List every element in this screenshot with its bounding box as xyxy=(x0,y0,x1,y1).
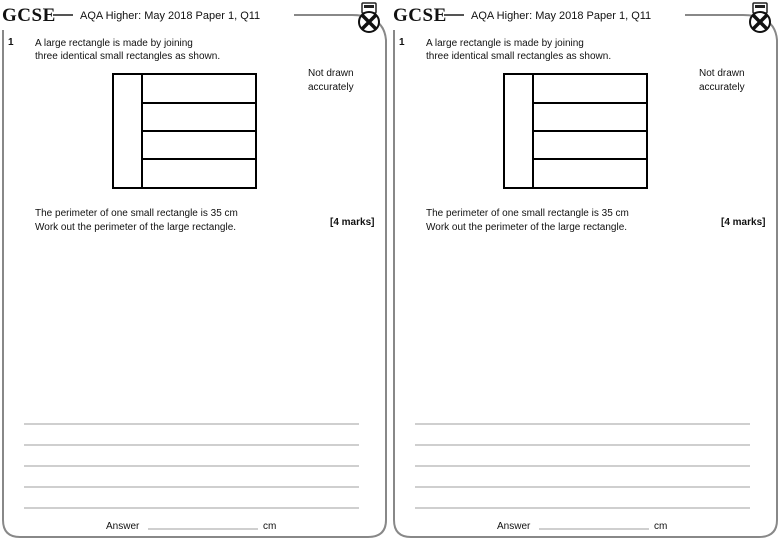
question-number: 1 xyxy=(399,37,405,48)
note-line-1: Not drawn xyxy=(308,68,354,79)
working-line[interactable] xyxy=(24,486,359,488)
answer-label: Answer xyxy=(106,521,140,532)
question-body xyxy=(426,207,686,235)
header-title: AQA Higher: May 2018 Paper 1, Q11 xyxy=(471,10,652,22)
note-line-1: Not drawn xyxy=(699,68,745,79)
question-text xyxy=(35,37,275,63)
rectangle-diagram xyxy=(112,73,258,191)
working-line[interactable] xyxy=(415,507,750,509)
working-line[interactable] xyxy=(415,486,750,488)
rectangle-diagram xyxy=(503,73,649,191)
answer-unit: cm xyxy=(263,521,277,532)
question-number: 1 xyxy=(8,37,14,48)
working-line[interactable] xyxy=(24,423,359,425)
question-line-2: three identical small rectangles as shown. xyxy=(35,51,221,62)
working-line[interactable] xyxy=(415,465,750,467)
question-text xyxy=(426,37,666,63)
question-line-2: three identical small rectangles as shown. xyxy=(426,51,612,62)
body-line-2: Work out the perimeter of the large rectangle. xyxy=(35,222,237,233)
calculator-not-allowed-icon xyxy=(356,2,384,34)
brand-logo: GCSE xyxy=(393,5,447,26)
answer-input-line[interactable] xyxy=(539,528,649,530)
working-line[interactable] xyxy=(24,507,359,509)
working-line[interactable] xyxy=(24,465,359,467)
marks-label: [4 marks] xyxy=(330,217,375,228)
marks-label: [4 marks] xyxy=(721,217,766,228)
question-body xyxy=(35,207,295,235)
answer-input-line[interactable] xyxy=(148,528,258,530)
note-line-2: accurately xyxy=(699,82,745,93)
brand-logo: GCSE xyxy=(2,5,56,26)
answer-label: Answer xyxy=(497,521,531,532)
note-line-2: accurately xyxy=(308,82,354,93)
body-line-2: Work out the perimeter of the large rectangle. xyxy=(426,222,628,233)
body-line-1: The perimeter of one small rectangle is 35 cm xyxy=(426,208,629,219)
header-title: AQA Higher: May 2018 Paper 1, Q11 xyxy=(80,10,261,22)
working-line[interactable] xyxy=(24,444,359,446)
body-line-1: The perimeter of one small rectangle is 35 cm xyxy=(35,208,238,219)
accuracy-note xyxy=(308,67,383,95)
accuracy-note xyxy=(699,67,774,95)
working-line[interactable] xyxy=(415,444,750,446)
worksheet-right xyxy=(391,0,780,540)
calculator-not-allowed-icon xyxy=(747,2,775,34)
answer-unit: cm xyxy=(654,521,668,532)
working-line[interactable] xyxy=(415,423,750,425)
question-line-1: A large rectangle is made by joining xyxy=(35,38,193,49)
question-line-1: A large rectangle is made by joining xyxy=(426,38,584,49)
